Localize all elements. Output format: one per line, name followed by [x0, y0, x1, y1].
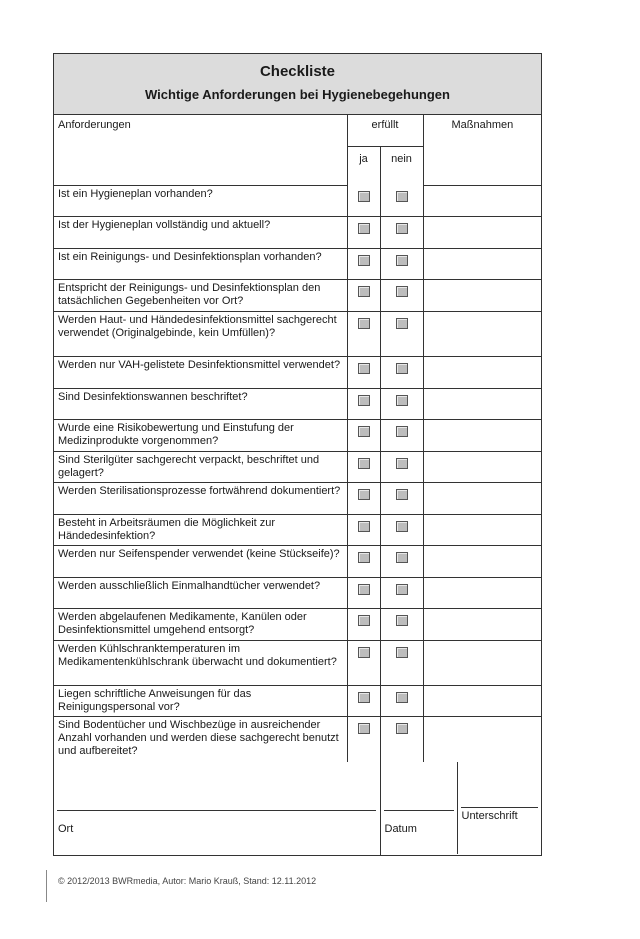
checklist-row	[54, 388, 541, 419]
measures-cell[interactable]	[423, 248, 541, 279]
fulfilled-yes-cell	[347, 640, 380, 685]
checkbox-yes[interactable]	[358, 615, 370, 626]
fulfilled-no-cell	[380, 216, 423, 248]
requirement-text: Werden Sterilisationsprozesse fortwährend dokumentiert?	[54, 482, 347, 514]
footer-text: © 2012/2013 BWRmedia, Autor: Mario Krauß, Stand: 12.11.2012	[58, 876, 317, 886]
requirement-text: Werden abgelaufenen Medikamente, Kanülen oder Desinfektionsmittel umgehend entsorgt?	[54, 608, 347, 640]
fulfilled-yes-cell	[347, 419, 380, 451]
checklist-row	[54, 545, 541, 577]
checkbox-yes[interactable]	[358, 286, 370, 297]
measures-cell[interactable]	[423, 356, 541, 388]
fulfilled-yes-cell	[347, 545, 380, 577]
measures-cell[interactable]	[423, 185, 541, 216]
checklist-row	[54, 716, 541, 762]
fulfilled-yes-cell	[347, 451, 380, 482]
checkbox-yes[interactable]	[358, 223, 370, 234]
requirement-text: Liegen schriftliche Anweisungen für das Reinigungspersonal vor?	[54, 685, 347, 716]
fulfilled-yes-cell	[347, 685, 380, 716]
place-label: Ort	[58, 823, 74, 835]
requirement-text: Werden Kühlschranktemperaturen im Medikamentenkühlschrank überwacht und dokumentiert?	[54, 640, 347, 685]
fulfilled-yes-cell	[347, 514, 380, 545]
fulfilled-no-cell	[380, 514, 423, 545]
fulfilled-no-cell	[380, 640, 423, 685]
requirement-text: Ist der Hygieneplan vollständig und aktuell?	[54, 216, 347, 248]
fulfilled-yes-cell	[347, 482, 380, 514]
checklist-row	[54, 514, 541, 545]
requirement-text: Werden ausschließlich Einmalhandtücher verwendet?	[54, 577, 347, 608]
date-label: Datum	[384, 823, 417, 835]
fulfilled-yes-cell	[347, 216, 380, 248]
page-subtitle: Wichtige Anforderungen bei Hygienebegehungen	[145, 87, 450, 102]
fulfilled-yes-cell	[347, 311, 380, 356]
fulfilled-yes-cell	[347, 185, 380, 216]
requirement-text: Sind Bodentücher und Wischbezüge in ausreichender Anzahl vorhanden und werden diese sachgerecht benutzt und aufbereitet?	[54, 716, 347, 762]
checklist-row	[54, 419, 541, 451]
measures-cell[interactable]	[423, 216, 541, 248]
measures-cell[interactable]	[423, 279, 541, 311]
checklist-row	[54, 451, 541, 482]
signature-label: Unterschrift	[461, 810, 518, 822]
checkbox-yes[interactable]	[358, 521, 370, 532]
fulfilled-no-cell	[380, 248, 423, 279]
checkbox-no[interactable]	[396, 191, 408, 202]
fulfilled-no-cell	[380, 545, 423, 577]
signature-line	[461, 807, 539, 808]
checklist-table	[54, 115, 541, 855]
measures-cell[interactable]	[423, 311, 541, 356]
checklist-row	[54, 640, 541, 685]
checkbox-yes[interactable]	[358, 426, 370, 437]
requirement-text: Wurde eine Risikobewertung und Einstufung der Medizinprodukte vorgenommen?	[54, 419, 347, 451]
page-title: Checkliste	[259, 63, 336, 80]
checklist-row	[54, 685, 541, 716]
checkbox-yes[interactable]	[358, 584, 370, 595]
checklist-row	[54, 311, 541, 356]
sig-divider	[457, 762, 458, 854]
header-no: nein	[380, 146, 423, 185]
checkbox-no[interactable]	[396, 692, 408, 703]
fulfilled-yes-cell	[347, 577, 380, 608]
checkbox-yes[interactable]	[358, 191, 370, 202]
measures-cell[interactable]	[423, 685, 541, 716]
fulfilled-yes-cell	[347, 279, 380, 311]
requirement-text: Sind Sterilgüter sachgerecht verpackt, beschriftet und gelagert?	[54, 451, 347, 482]
checklist-sheet	[53, 53, 542, 856]
header-row	[54, 115, 541, 146]
checkbox-yes[interactable]	[358, 458, 370, 469]
measures-cell[interactable]	[423, 640, 541, 685]
checklist-row	[54, 279, 541, 311]
fulfilled-no-cell	[380, 482, 423, 514]
checkbox-no[interactable]	[396, 723, 408, 734]
place-cell	[54, 762, 380, 855]
checkbox-yes[interactable]	[358, 489, 370, 500]
date-signature-cell	[380, 762, 541, 855]
fulfilled-yes-cell	[347, 356, 380, 388]
checkbox-no[interactable]	[396, 552, 408, 563]
measures-cell[interactable]	[423, 608, 541, 640]
signature-row	[54, 762, 541, 855]
requirement-text: Entspricht der Reinigungs- und Desinfektionsplan den tatsächlichen Gegebenheiten vor Ort?	[54, 279, 347, 311]
checkbox-no[interactable]	[396, 223, 408, 234]
fulfilled-no-cell	[380, 279, 423, 311]
checkbox-no[interactable]	[396, 615, 408, 626]
checkbox-yes[interactable]	[358, 318, 370, 329]
fulfilled-no-cell	[380, 356, 423, 388]
fulfilled-no-cell	[380, 685, 423, 716]
measures-cell[interactable]	[423, 388, 541, 419]
checkbox-no[interactable]	[396, 426, 408, 437]
requirement-text: Werden nur Seifenspender verwendet (keine Stückseife)?	[54, 545, 347, 577]
checkbox-yes[interactable]	[358, 363, 370, 374]
measures-cell[interactable]	[423, 545, 541, 577]
measures-cell[interactable]	[423, 482, 541, 514]
checklist-row	[54, 216, 541, 248]
checkbox-yes[interactable]	[358, 692, 370, 703]
checkbox-yes[interactable]	[358, 647, 370, 658]
checkbox-no[interactable]	[396, 458, 408, 469]
checklist-row	[54, 577, 541, 608]
checkbox-yes[interactable]	[358, 723, 370, 734]
checklist-row	[54, 356, 541, 388]
header-measures: Maßnahmen	[423, 115, 541, 185]
fulfilled-no-cell	[380, 388, 423, 419]
fulfilled-yes-cell	[347, 608, 380, 640]
checkbox-no[interactable]	[396, 521, 408, 532]
checklist-row	[54, 248, 541, 279]
measures-cell[interactable]	[423, 514, 541, 545]
header-yes: ja	[347, 146, 380, 185]
fulfilled-yes-cell	[347, 716, 380, 762]
fulfilled-no-cell	[380, 185, 423, 216]
measures-cell[interactable]	[423, 716, 541, 762]
checkbox-no[interactable]	[396, 286, 408, 297]
requirement-text: Werden Haut- und Händedesinfektionsmittel sachgerecht verwendet (Originalgebinde, kein Umfüllen)?	[54, 311, 347, 356]
fulfilled-no-cell	[380, 419, 423, 451]
fulfilled-no-cell	[380, 716, 423, 762]
checklist-header	[54, 54, 541, 115]
fulfilled-no-cell	[380, 577, 423, 608]
checkbox-yes[interactable]	[358, 552, 370, 563]
header-requirements: Anforderungen	[54, 115, 347, 185]
fulfilled-yes-cell	[347, 248, 380, 279]
requirement-text: Ist ein Reinigungs- und Desinfektionsplan vorhanden?	[54, 248, 347, 279]
date-line	[384, 810, 454, 811]
requirement-text: Ist ein Hygieneplan vorhanden?	[54, 185, 347, 216]
checkbox-yes[interactable]	[358, 255, 370, 266]
checklist-row	[54, 185, 541, 216]
checkbox-no[interactable]	[396, 363, 408, 374]
fulfilled-no-cell	[380, 311, 423, 356]
checkbox-no[interactable]	[396, 647, 408, 658]
fulfilled-no-cell	[380, 608, 423, 640]
checklist-row	[54, 482, 541, 514]
header-fulfilled: erfüllt	[347, 115, 423, 146]
requirement-text: Besteht in Arbeitsräumen die Möglichkeit zur Händedesinfektion?	[54, 514, 347, 545]
measures-cell[interactable]	[423, 577, 541, 608]
checkbox-no[interactable]	[396, 255, 408, 266]
place-line	[57, 810, 376, 811]
checkbox-no[interactable]	[396, 395, 408, 406]
requirement-text: Werden nur VAH-gelistete Desinfektionsmittel verwendet?	[54, 356, 347, 388]
fulfilled-no-cell	[380, 451, 423, 482]
checklist-row	[54, 608, 541, 640]
footer-bar	[46, 870, 47, 902]
checkbox-no[interactable]	[396, 318, 408, 329]
fulfilled-yes-cell	[347, 388, 380, 419]
checkbox-no[interactable]	[396, 584, 408, 595]
measures-cell[interactable]	[423, 419, 541, 451]
checkbox-yes[interactable]	[358, 395, 370, 406]
checklist-rows	[54, 185, 541, 762]
measures-cell[interactable]	[423, 451, 541, 482]
checkbox-no[interactable]	[396, 489, 408, 500]
requirement-text: Sind Desinfektionswannen beschriftet?	[54, 388, 347, 419]
